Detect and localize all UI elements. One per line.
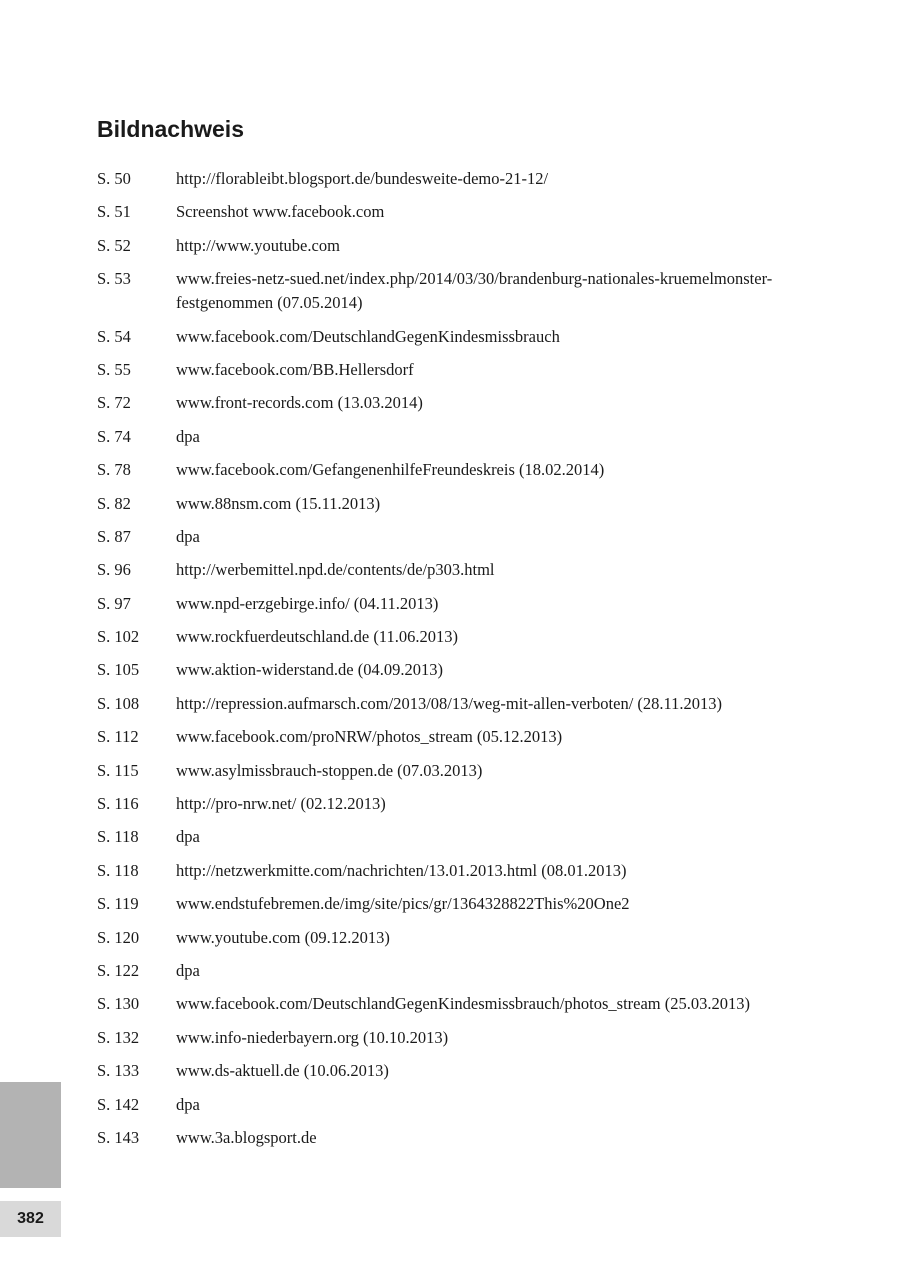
credit-source: http://pro-nrw.net/ (02.12.2013) [176, 794, 386, 814]
credit-entry [97, 759, 837, 783]
credit-entry [97, 558, 837, 582]
credit-source: www.facebook.com/DeutschlandGegenKindesmissbrauch/photos_stream (25.03.2013) [176, 994, 751, 1014]
credit-page-ref: S. 112 [97, 727, 139, 747]
credit-page-ref: S. 143 [97, 1127, 140, 1147]
page-title: Bildnachweis [97, 116, 244, 142]
credit-source: www.info-niederbayern.org (10.10.2013) [176, 1027, 449, 1047]
credit-entry [97, 792, 837, 816]
credit-page-ref: S. 55 [97, 359, 131, 379]
credit-page-ref: S. 116 [97, 794, 139, 814]
credit-entry [97, 825, 837, 849]
credit-entry [97, 859, 837, 883]
credit-entry [97, 358, 837, 382]
credit-entry [97, 725, 837, 749]
credit-entry [97, 1026, 837, 1050]
credit-entry [97, 692, 837, 716]
credit-page-ref: S. 74 [97, 426, 131, 446]
credit-page-ref: S. 142 [97, 1094, 140, 1114]
credit-page-ref: S. 82 [97, 493, 131, 513]
credit-page-ref: S. 115 [97, 760, 139, 780]
credit-entry [97, 167, 837, 191]
credit-entry [97, 458, 837, 482]
credit-source: www.facebook.com/GefangenenhilfeFreundeskreis (18.02.2014) [176, 460, 605, 480]
credit-page-ref: S. 102 [97, 627, 140, 647]
credit-source: dpa [176, 1094, 200, 1114]
credit-page-ref: S. 50 [97, 169, 131, 188]
credit-source: www.asylmissbrauch-stoppen.de (07.03.2013) [176, 760, 483, 780]
credit-source: http://florableibt.blogsport.de/bundesweite-demo-21-12/ [176, 169, 549, 188]
credit-source: www.facebook.com/DeutschlandGegenKindesmissbrauch [176, 326, 560, 346]
credit-source: www.facebook.com/proNRW/photos_stream (05.12.2013) [176, 727, 563, 747]
credit-source: http://netzwerkmitte.com/nachrichten/13.01.2013.html (08.01.2013) [176, 860, 627, 880]
credit-page-ref: S. 96 [97, 560, 131, 580]
credit-source: http://repression.aufmarsch.com/2013/08/13/weg-mit-allen-verboten/ (28.11.2013) [176, 693, 723, 713]
credit-page-ref: S. 120 [97, 927, 140, 947]
credit-entry [97, 892, 837, 916]
credit-entry [97, 267, 837, 315]
credit-page-ref: S. 53 [97, 269, 131, 289]
credit-entry [97, 391, 837, 415]
credit-page-ref: S. 132 [97, 1027, 140, 1047]
credit-entry [97, 492, 837, 516]
image-credits-list [97, 167, 837, 1159]
credit-source: www.facebook.com/BB.Hellersdorf [176, 359, 414, 379]
credit-source: www.rockfuerdeutschland.de (11.06.2013) [176, 627, 458, 647]
credit-source: www.endstufebremen.de/img/site/pics/gr/1364328822This%20One2 [176, 894, 630, 914]
credit-page-ref: S. 78 [97, 460, 131, 480]
credit-page-ref: S. 119 [97, 894, 139, 914]
credit-page-ref: S. 105 [97, 660, 140, 680]
credit-source: dpa [176, 827, 200, 847]
credit-source: dpa [176, 426, 200, 446]
credit-page-ref: S. 122 [97, 960, 140, 980]
credit-source: dpa [176, 960, 200, 980]
credit-source: www.ds-aktuell.de (10.06.2013) [176, 1061, 389, 1081]
credit-entry [97, 625, 837, 649]
credit-entry [97, 1093, 837, 1117]
credit-entry [97, 325, 837, 349]
credit-page-ref: S. 72 [97, 393, 131, 413]
credit-entry [97, 1059, 837, 1083]
credit-source: www.88nsm.com (15.11.2013) [176, 493, 381, 513]
credit-page-ref: S. 108 [97, 693, 140, 713]
credit-source: Screenshot www.facebook.com [176, 202, 385, 222]
credit-entry [97, 425, 837, 449]
credit-page-ref: S. 51 [97, 202, 131, 222]
chapter-margin-tab [0, 1082, 61, 1188]
credit-entry [97, 926, 837, 950]
credit-source: dpa [176, 526, 200, 546]
credit-entry [97, 200, 837, 224]
credit-source: http://werbemittel.npd.de/contents/de/p303.html [176, 560, 495, 580]
credit-page-ref: S. 87 [97, 526, 131, 546]
credit-source: www.3a.blogsport.de [176, 1127, 317, 1147]
credit-entry [97, 658, 837, 682]
credit-source: http://www.youtube.com [176, 235, 340, 255]
credit-page-ref: S. 118 [97, 827, 139, 847]
credit-entry [97, 234, 837, 258]
page-number: 382 [0, 1201, 61, 1237]
credit-source: www.freies-netz-sued.net/index.php/2014/03/30/brandenburg-nationales-kruemelmonster-festgenommen (07.05.2014) [176, 269, 773, 313]
credit-entry [97, 1126, 837, 1150]
credit-entry [97, 525, 837, 549]
credit-entry [97, 992, 837, 1016]
credit-entry [97, 959, 837, 983]
credit-page-ref: S. 130 [97, 994, 140, 1014]
credit-source: www.youtube.com (09.12.2013) [176, 927, 390, 947]
credit-entry [97, 592, 837, 616]
credit-page-ref: S. 52 [97, 235, 131, 255]
credit-page-ref: S. 133 [97, 1061, 140, 1081]
credit-source: www.front-records.com (13.03.2014) [176, 393, 423, 413]
credit-page-ref: S. 54 [97, 326, 131, 346]
credit-source: www.npd-erzgebirge.info/ (04.11.2013) [176, 593, 439, 613]
credit-page-ref: S. 97 [97, 593, 131, 613]
credit-source: www.aktion-widerstand.de (04.09.2013) [176, 660, 443, 680]
credit-page-ref: S. 118 [97, 860, 139, 880]
